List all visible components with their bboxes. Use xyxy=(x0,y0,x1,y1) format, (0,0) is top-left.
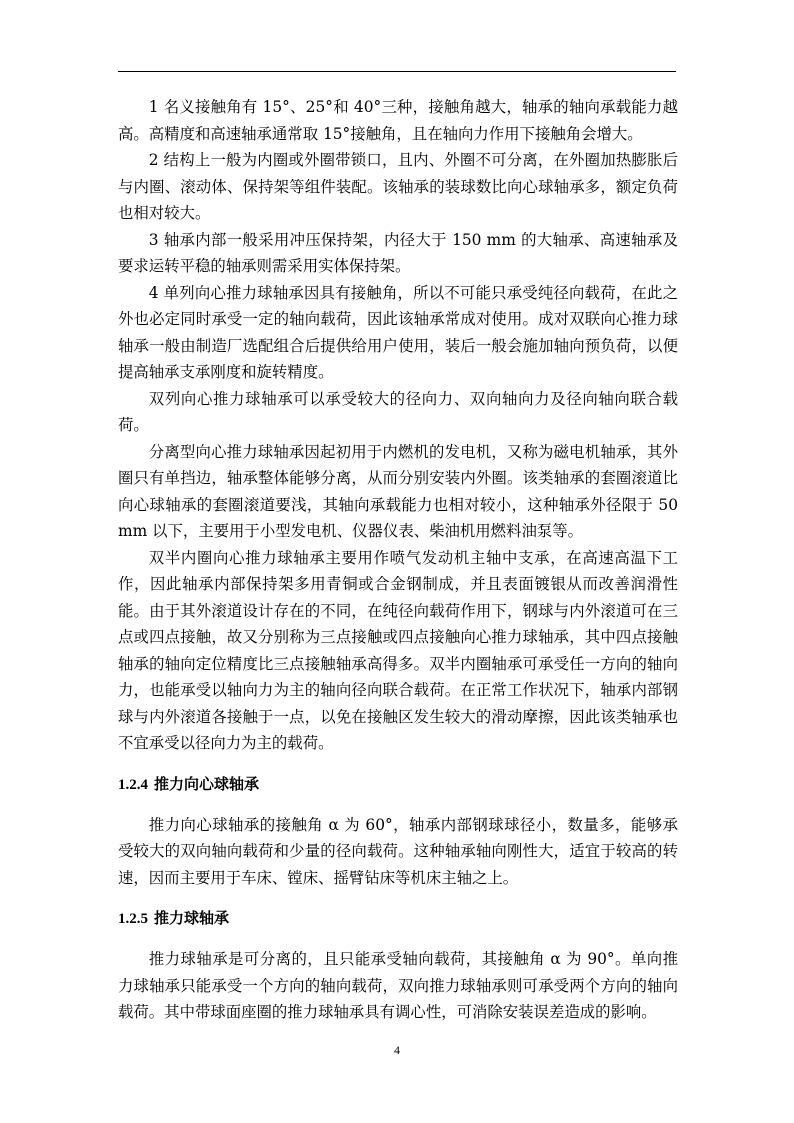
header-rule xyxy=(118,71,676,72)
section-heading-1-2-4 xyxy=(118,771,678,798)
section-number: 1.2.4 xyxy=(118,776,148,793)
paragraph-thrust-angular: 推力向心球轴承的接触角 α 为 60°，轴承内部钢球球径小，数量多，能够承受较大的双向轴向载荷和少量的径向载荷。这种轴承轴向刚性大，适宜于较高的转速，因而主要用于车床、镗床、摇臂钻床等机床主轴之上。 xyxy=(118,815,678,887)
paragraph-single-row: 4 单列向心推力球轴承因具有接触角，所以不可能只承受纯径向载荷，在此之外也必定同时承受一定的轴向载荷，因此该轴承常成对使用。成对双联向心推力球轴承一般由制造厂选配组合后提供给用户使用，装后一般会施加轴向预负荷，以便提高轴承支承刚度和旋转精度。 xyxy=(118,283,678,381)
paragraph-thrust-ball: 推力球轴承是可分离的，且只能承受轴向载荷，其接触角 α 为 90°。单向推力球轴承只能承受一个方向的轴向载荷，双向推力球轴承则可承受两个方向的轴向载荷。其中带球面座圈的推力球轴承具有调心性，可消除安装误差造成的影响。 xyxy=(118,950,678,1021)
paragraph-separable: 分离型向心推力球轴承因起初用于内燃机的发电机，又称为磁电机轴承，其外圈只有单挡边，轴承整体能够分离，从而分别安装内外圈。该类轴承的套圈滚道比向心球轴承的套圈滚道要浅，其轴向承载能力也相对较小，这种轴承外径限于 50 mm 以下，主要用于小型发电机、仪器仪表、柴油机用燃料油泵等。 xyxy=(118,442,678,540)
paragraph-split-inner-ring: 双半内圈向心推力球轴承主要用作喷气发动机主轴中支承，在高速高温下工作，因此轴承内部保持架多用青铜或合金钢制成，并且表面镀银从而改善润滑性能。由于其外滚道设计存在的不同，在纯径向载荷作用下，钢球与内外滚道可在三点或四点接触，故又分别称为三点接触或四点接触向心推力球轴承，其中四点接触轴承的轴向定位精度比三点接触轴承高得多。双半内圈轴承可承受任一方向的轴向力，也能承受以轴向力为主的轴向径向联合载荷。在正常工作状况下，轴承内部钢球与内外滚道各接触于一点，以免在接触区发生较大的滑动摩擦，因此该类轴承也不宜承受以径向力为主的载荷。 xyxy=(118,548,678,752)
section-title: 推力向心球轴承 xyxy=(154,774,260,793)
paragraph-contact-angle: 1 名义接触角有 15°、25°和 40°三种，接触角越大，轴承的轴向承载能力越高。高精度和高速轴承通常取 15°接触角，且在轴向力作用下接触角会增大。 xyxy=(118,98,678,143)
page-body xyxy=(118,94,678,1026)
section-title: 推力球轴承 xyxy=(154,909,230,927)
section-number: 1.2.5 xyxy=(118,911,148,927)
paragraph-double-row: 双列向心推力球轴承可以承受较大的径向力、双向轴向力及径向轴向联合载荷。 xyxy=(118,389,678,434)
page-number: 4 xyxy=(394,1043,400,1057)
paragraph-structure: 2 结构上一般为内圈或外圈带锁口，且内、外圈不可分离，在外圈加热膨胀后与内圈、滚动体、保持架等组件装配。该轴承的装球数比向心球轴承多，额定负荷也相对较大。 xyxy=(118,151,678,222)
section-heading-1-2-5 xyxy=(118,905,678,932)
paragraph-cage: 3 轴承内部一般采用冲压保持架，内径大于 150 mm 的大轴承、高速轴承及要求运转平稳的轴承则需采用实体保持架。 xyxy=(118,230,678,275)
